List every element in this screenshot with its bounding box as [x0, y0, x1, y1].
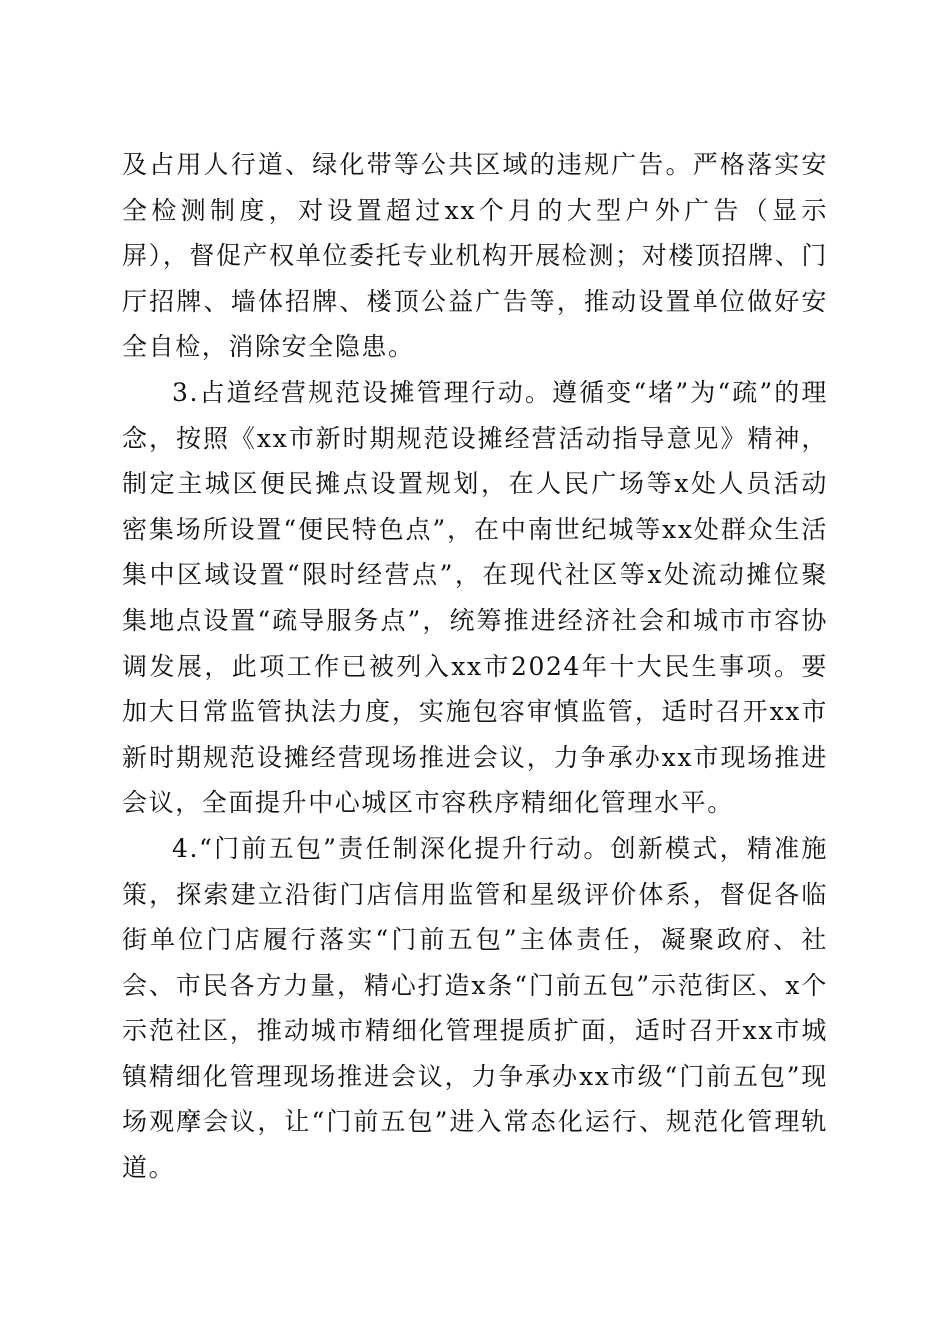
paragraph-item-4: 4.“门前五包”责任制深化提升行动。创新模式，精准施策，探索建立沿街门店信用监管和星级评价体系，督促各临街单位门店履行落实“门前五包”主体责任，凝聚政府、社会、市民各方力量，精心打造x条“门前五包”示范街区、x个示范社区，推动城市精细化管理提质扩面，适时召开xx市城镇精细化管理现场推进会议，力争承办xx市级“门前五包”现场观摩会议，让“门前五包”进入常态化运行、规范化管理轨道。 [122, 833, 828, 1183]
document-body [122, 142, 828, 1191]
paragraph-continuation: 及占用人行道、绿化带等公共区域的违规广告。严格落实安全检测制度，对设置超过xx个月的大型户外广告（显示屏），督促产权单位委托专业机构开展检测；对楼顶招牌、门厅招牌、墙体招牌、楼顶公益广告等，推动设置单位做好安全自检，消除安全隐患。 [122, 150, 828, 362]
paragraph-item-3: 3.占道经营规范设摊管理行动。遵循变“堵”为“疏”的理念，按照《xx市新时期规范设摊经营活动指导意见》精神，制定主城区便民摊点设置规划，在人民广场等x处人员活动密集场所设置“便民特色点”，在中南世纪城等xx处群众生活集中区域设置“限时经营点”，在现代社区等x处流动摊位聚集地点设置“疏导服务点”，统筹推进经济社会和城市市容协调发展，此项工作已被列入xx市2024年十大民生事项。要加大日常监管执法力度，实施包容审慎监管，适时召开xx市新时期规范设摊经营现场推进会议，力争承办xx市现场推进会议，全面提升中心城区市容秩序精细化管理水平。 [122, 377, 828, 818]
